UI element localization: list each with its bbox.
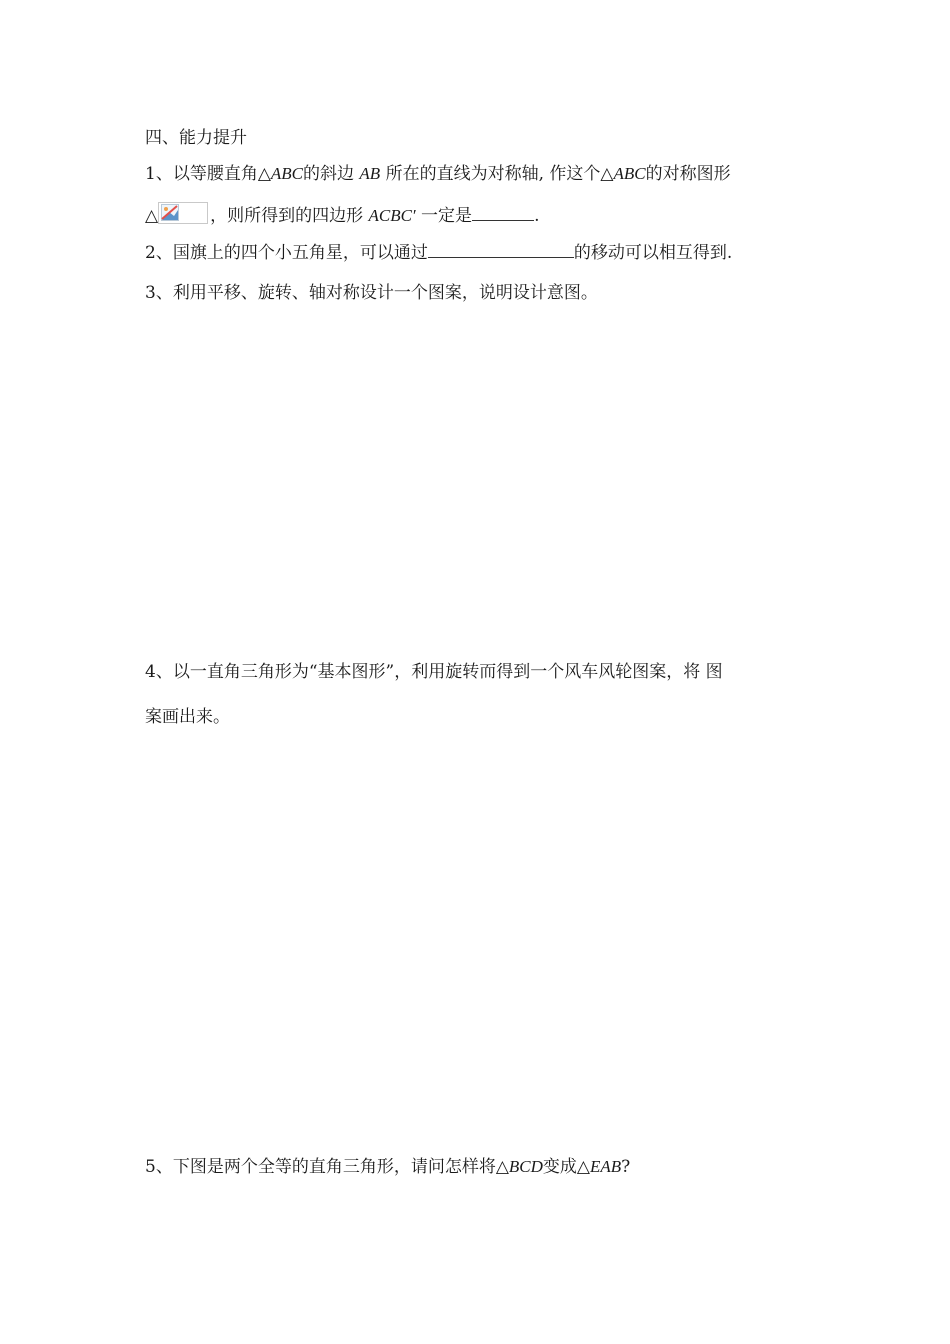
q5-triangle-bcd: BCD bbox=[508, 1157, 543, 1176]
q3-text: 3、利用平移、旋转、轴对称设计一个图案，说明设计意图。 bbox=[145, 283, 598, 303]
q1-quadrilateral: ACBC′ bbox=[368, 206, 416, 225]
question-1-line-2 bbox=[145, 202, 539, 228]
question-1-line-1 bbox=[145, 162, 731, 186]
q2-text-before: 2、国旗上的四个小五角星，可以通过 bbox=[145, 243, 428, 263]
q5-text-end: ? bbox=[621, 1157, 631, 1177]
q1-answer-blank[interactable] bbox=[472, 204, 534, 221]
section-heading-text: 四、能力提升 bbox=[145, 128, 247, 148]
q1-text-3: 所在的直线为对称轴, 作这个△ bbox=[380, 164, 614, 184]
q1-text-4: 的对称图形 bbox=[645, 164, 731, 184]
section-heading bbox=[145, 126, 247, 150]
q2-text-after: 的移动可以相互得到. bbox=[573, 243, 733, 263]
broken-image-icon bbox=[158, 202, 208, 224]
q5-text-mid: 变成△ bbox=[542, 1157, 590, 1177]
q1-segment-ab: AB bbox=[359, 164, 381, 183]
q1-triangle-abc-2: ABC bbox=[613, 164, 646, 183]
question-4-line-1 bbox=[145, 660, 723, 684]
question-2 bbox=[145, 241, 732, 265]
q1-text-1: 1、以等腰直角△ bbox=[145, 164, 271, 184]
q1-text-5: ，则所得到的四边形 bbox=[210, 206, 369, 226]
q1-text-2: 的斜边 bbox=[303, 164, 360, 184]
q1-triangle-symbol: △ bbox=[145, 206, 159, 226]
q2-answer-blank[interactable] bbox=[428, 241, 574, 258]
q4-text-1: 4、以一直角三角形为“基本图形”，利用旋转而得到一个风车风轮图案，将 图 bbox=[145, 662, 723, 682]
q1-text-6: 一定是 bbox=[415, 206, 473, 226]
q1-period: . bbox=[534, 206, 540, 226]
q1-triangle-abc: ABC bbox=[270, 164, 303, 183]
q5-triangle-eab: EAB bbox=[589, 1157, 622, 1176]
q4-text-2: 案画出来。 bbox=[145, 707, 230, 727]
question-4-line-2 bbox=[145, 705, 230, 729]
question-3 bbox=[145, 281, 598, 305]
question-5 bbox=[145, 1155, 630, 1179]
q5-text-before: 5、下图是两个全等的直角三角形，请问怎样将△ bbox=[145, 1157, 509, 1177]
